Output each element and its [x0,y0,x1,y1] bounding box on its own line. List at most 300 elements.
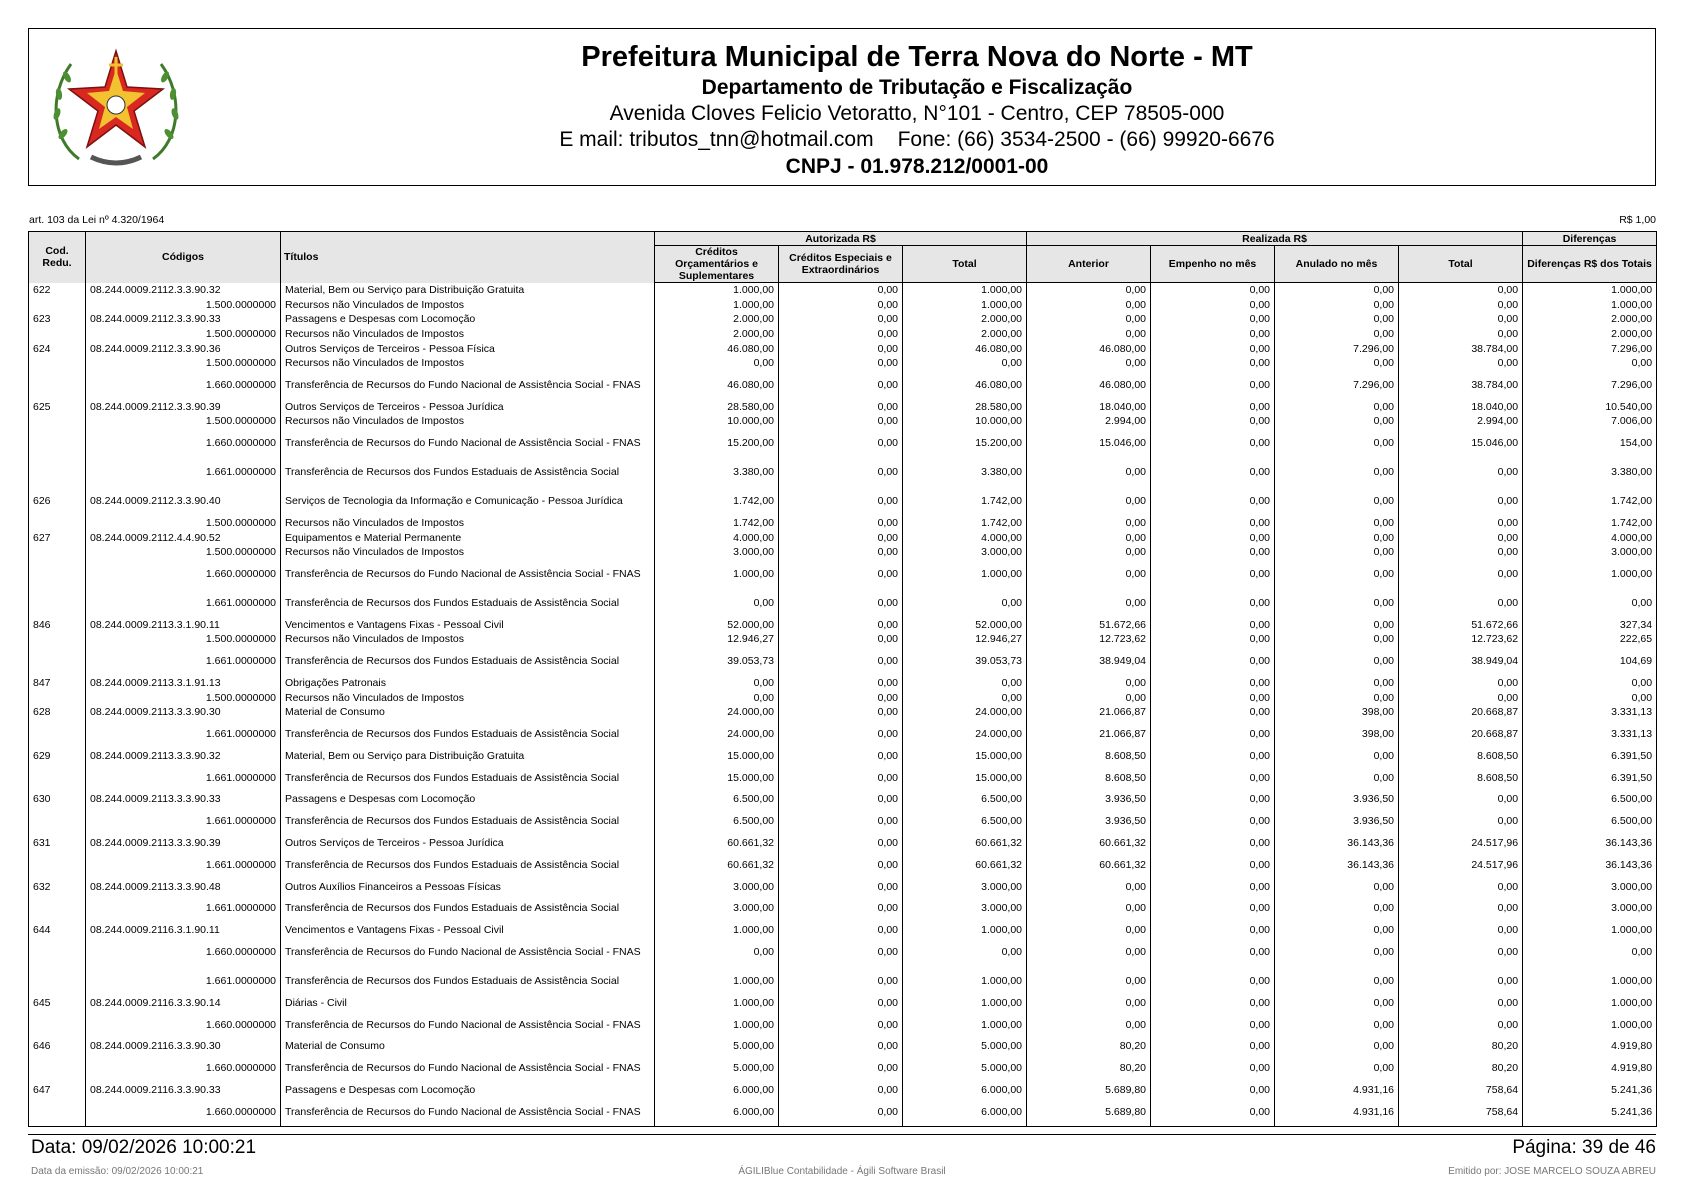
cell-credits-budget: 15.200,00 [655,429,779,458]
cell-code: 1.661.0000000 [86,589,281,618]
cell-credits-special: 0,00 [779,690,903,705]
cell-annulled-month: 0,00 [1275,327,1399,342]
cell-previous: 2.994,00 [1027,414,1151,429]
cell-cod: 632 [29,879,86,894]
cell-cod [29,589,86,618]
cell-authorized-total: 10.000,00 [903,414,1027,429]
cell-code: 08.244.0009.2112.3.3.90.40 [86,487,281,516]
cell-credits-budget: 0,00 [655,937,779,966]
cell-authorized-total: 24.000,00 [903,720,1027,749]
cell-authorized-total: 12.946,27 [903,632,1027,647]
cell-cod [29,647,86,676]
cell-credits-special: 0,00 [779,1097,903,1127]
cell-commitment-month: 0,00 [1151,995,1275,1010]
cell-commitment-month: 0,00 [1151,400,1275,415]
cell-cod: 622 [29,283,86,298]
cell-credits-budget: 0,00 [655,356,779,371]
cell-previous: 0,00 [1027,458,1151,487]
cell-commitment-month: 0,00 [1151,487,1275,516]
table-row [29,1010,1657,1039]
cell-title: Transferência de Recursos do Fundo Nacional de Assistência Social - FNAS [281,429,655,458]
cell-credits-budget: 60.661,32 [655,836,779,851]
cell-previous: 12.723,62 [1027,632,1151,647]
cell-cod [29,966,86,995]
cell-annulled-month: 0,00 [1275,1010,1399,1039]
cell-credits-budget: 0,00 [655,690,779,705]
cell-diff-totals: 3.000,00 [1523,879,1657,894]
cell-title: Recursos não Vinculados de Impostos [281,298,655,313]
cell-realized-total: 0,00 [1399,298,1523,313]
cell-code: 1.660.0000000 [86,937,281,966]
cell-diff-totals: 3.380,00 [1523,458,1657,487]
cell-credits-special: 0,00 [779,618,903,633]
cell-realized-total: 0,00 [1399,792,1523,807]
cell-credits-budget: 1.742,00 [655,487,779,516]
cnpj-text: CNPJ - 01.978.212/0001-00 [785,155,1049,178]
cell-diff-totals: 3.000,00 [1523,894,1657,923]
cell-realized-total: 0,00 [1399,312,1523,327]
cell-annulled-month: 3.936,50 [1275,807,1399,836]
cell-annulled-month: 0,00 [1275,1054,1399,1083]
cell-realized-total: 24.517,96 [1399,850,1523,879]
cell-previous: 0,00 [1027,937,1151,966]
cell-previous: 0,00 [1027,589,1151,618]
cell-credits-special: 0,00 [779,879,903,894]
cell-title: Recursos não Vinculados de Impostos [281,690,655,705]
cell-authorized-total: 3.000,00 [903,894,1027,923]
cell-realized-total: 0,00 [1399,487,1523,516]
cell-annulled-month: 0,00 [1275,894,1399,923]
cell-credits-special: 0,00 [779,312,903,327]
cell-commitment-month: 0,00 [1151,298,1275,313]
cell-commitment-month: 0,00 [1151,327,1275,342]
cell-diff-totals: 6.391,50 [1523,763,1657,792]
cell-title: Serviços de Tecnologia da Informação e Comunicação - Pessoa Jurídica [281,487,655,516]
cell-realized-total: 15.046,00 [1399,429,1523,458]
cell-realized-total: 0,00 [1399,676,1523,691]
table-row [29,792,1657,807]
cell-credits-budget: 15.000,00 [655,749,779,764]
cell-cod [29,560,86,589]
cell-diff-totals: 1.742,00 [1523,487,1657,516]
cell-code: 1.661.0000000 [86,966,281,995]
cell-previous: 80,20 [1027,1039,1151,1054]
cell-credits-budget: 12.946,27 [655,632,779,647]
cell-code: 1.500.0000000 [86,414,281,429]
cell-commitment-month: 0,00 [1151,749,1275,764]
cell-credits-budget: 46.080,00 [655,341,779,356]
col-header-realized-total: Total [1399,246,1523,283]
table-row [29,705,1657,720]
cell-annulled-month: 0,00 [1275,690,1399,705]
cell-credits-special: 0,00 [779,1010,903,1039]
cell-code: 1.500.0000000 [86,545,281,560]
cell-previous: 0,00 [1027,298,1151,313]
cell-code: 1.661.0000000 [86,850,281,879]
cell-credits-budget: 1.000,00 [655,298,779,313]
cell-code: 1.660.0000000 [86,1010,281,1039]
cell-previous: 18.040,00 [1027,400,1151,415]
cell-cod [29,720,86,749]
cell-authorized-total: 5.000,00 [903,1054,1027,1083]
table-row [29,1054,1657,1083]
cell-previous: 0,00 [1027,894,1151,923]
cell-credits-special: 0,00 [779,356,903,371]
cell-authorized-total: 15.000,00 [903,749,1027,764]
cell-code: 1.500.0000000 [86,690,281,705]
table-row [29,937,1657,966]
table-row [29,879,1657,894]
cell-credits-special: 0,00 [779,298,903,313]
cell-credits-special: 0,00 [779,1054,903,1083]
cell-credits-budget: 3.000,00 [655,894,779,923]
cell-commitment-month: 0,00 [1151,647,1275,676]
col-header-authorized-total: Total [903,246,1027,283]
cell-previous: 0,00 [1027,545,1151,560]
cell-previous: 0,00 [1027,327,1151,342]
cell-diff-totals: 5.241,36 [1523,1083,1657,1098]
cell-commitment-month: 0,00 [1151,516,1275,531]
cell-realized-total: 80,20 [1399,1054,1523,1083]
col-header-credits-special: Créditos Especiais e Extraordinários [779,246,903,283]
cell-annulled-month: 3.936,50 [1275,792,1399,807]
table-body [29,283,1657,1127]
cell-credits-special: 0,00 [779,589,903,618]
cell-authorized-total: 4.000,00 [903,530,1027,545]
cell-commitment-month: 0,00 [1151,937,1275,966]
cell-realized-total: 0,00 [1399,589,1523,618]
cell-title: Outros Serviços de Terceiros - Pessoa Jurídica [281,836,655,851]
cell-previous: 8.608,50 [1027,763,1151,792]
cell-cod: 645 [29,995,86,1010]
cell-realized-total: 0,00 [1399,516,1523,531]
cell-title: Passagens e Despesas com Locomoção [281,312,655,327]
cell-diff-totals: 0,00 [1523,356,1657,371]
cell-code: 08.244.0009.2112.4.4.90.52 [86,530,281,545]
cell-title: Transferência de Recursos do Fundo Nacional de Assistência Social - FNAS [281,1097,655,1127]
cell-cod: 629 [29,749,86,764]
table-row [29,966,1657,995]
cell-annulled-month: 4.931,16 [1275,1083,1399,1098]
footer-emission-date: Data da emissão: 09/02/2026 10:00:21 [31,1166,204,1177]
cell-realized-total: 2.994,00 [1399,414,1523,429]
cell-authorized-total: 3.380,00 [903,458,1027,487]
cell-commitment-month: 0,00 [1151,618,1275,633]
cell-title: Outros Auxílios Financeiros a Pessoas Físicas [281,879,655,894]
cell-previous: 80,20 [1027,1054,1151,1083]
cell-title: Obrigações Patronais [281,676,655,691]
cell-diff-totals: 0,00 [1523,690,1657,705]
cell-credits-budget: 6.000,00 [655,1083,779,1098]
cell-title: Transferência de Recursos dos Fundos Estaduais de Assistência Social [281,458,655,487]
col-header-annulled-month: Anulado no mês [1275,246,1399,283]
table-row [29,923,1657,938]
table-row [29,836,1657,851]
col-header-previous: Anterior [1027,246,1151,283]
cell-title: Transferência de Recursos dos Fundos Estaduais de Assistência Social [281,720,655,749]
cell-title: Diárias - Civil [281,995,655,1010]
cell-diff-totals: 1.000,00 [1523,923,1657,938]
cell-cod [29,632,86,647]
cell-previous: 46.080,00 [1027,371,1151,400]
cell-title: Recursos não Vinculados de Impostos [281,516,655,531]
cell-diff-totals: 0,00 [1523,676,1657,691]
cell-diff-totals: 4.000,00 [1523,530,1657,545]
cell-credits-special: 0,00 [779,530,903,545]
cell-authorized-total: 1.000,00 [903,966,1027,995]
cell-authorized-total: 1.000,00 [903,995,1027,1010]
cell-annulled-month: 0,00 [1275,763,1399,792]
cell-previous: 0,00 [1027,283,1151,298]
cell-code: 1.661.0000000 [86,807,281,836]
cell-title: Transferência de Recursos dos Fundos Estaduais de Assistência Social [281,589,655,618]
cell-diff-totals: 154,00 [1523,429,1657,458]
cell-credits-budget: 0,00 [655,589,779,618]
cell-commitment-month: 0,00 [1151,807,1275,836]
cell-annulled-month: 0,00 [1275,676,1399,691]
cell-commitment-month: 0,00 [1151,1097,1275,1127]
cell-code: 08.244.0009.2113.3.3.90.33 [86,792,281,807]
table-row [29,690,1657,705]
cell-diff-totals: 5.241,36 [1523,1097,1657,1127]
cell-annulled-month: 0,00 [1275,995,1399,1010]
cell-title: Transferência de Recursos dos Fundos Estaduais de Assistência Social [281,850,655,879]
cell-previous: 0,00 [1027,676,1151,691]
cell-previous: 15.046,00 [1027,429,1151,458]
cell-annulled-month: 0,00 [1275,487,1399,516]
cell-authorized-total: 1.000,00 [903,923,1027,938]
cell-previous: 0,00 [1027,1010,1151,1039]
cell-credits-special: 0,00 [779,283,903,298]
cell-annulled-month: 4.931,16 [1275,1097,1399,1127]
cell-annulled-month: 0,00 [1275,516,1399,531]
cell-diff-totals: 1.742,00 [1523,516,1657,531]
cell-cod [29,516,86,531]
cell-cod: 626 [29,487,86,516]
cell-realized-total: 0,00 [1399,545,1523,560]
cell-credits-special: 0,00 [779,1083,903,1098]
cell-diff-totals: 1.000,00 [1523,966,1657,995]
cell-authorized-total: 6.500,00 [903,807,1027,836]
cell-title: Passagens e Despesas com Locomoção [281,792,655,807]
cell-previous: 5.689,80 [1027,1097,1151,1127]
cell-realized-total: 51.672,66 [1399,618,1523,633]
cell-cod [29,1010,86,1039]
footer-date: Data: 09/02/2026 10:00:21 [31,1137,257,1158]
cell-annulled-month: 36.143,36 [1275,836,1399,851]
table-row [29,400,1657,415]
cell-commitment-month: 0,00 [1151,1054,1275,1083]
table-row [29,283,1657,298]
cell-annulled-month: 0,00 [1275,414,1399,429]
cell-previous: 60.661,32 [1027,850,1151,879]
table-row [29,720,1657,749]
cell-code: 1.500.0000000 [86,632,281,647]
cell-realized-total: 0,00 [1399,690,1523,705]
cell-diff-totals: 222,65 [1523,632,1657,647]
cell-cod [29,458,86,487]
cell-code: 08.244.0009.2112.3.3.90.32 [86,283,281,298]
cell-commitment-month: 0,00 [1151,429,1275,458]
cell-diff-totals: 1.000,00 [1523,298,1657,313]
col-header-cod: Cod. Redu. [29,232,86,283]
cell-title: Material, Bem ou Serviço para Distribuição Gratuita [281,283,655,298]
cell-credits-budget: 1.742,00 [655,516,779,531]
cell-previous: 0,00 [1027,487,1151,516]
cell-credits-special: 0,00 [779,894,903,923]
cell-title: Transferência de Recursos do Fundo Nacional de Assistência Social - FNAS [281,1010,655,1039]
cell-title: Transferência de Recursos dos Fundos Estaduais de Assistência Social [281,763,655,792]
cell-credits-special: 0,00 [779,487,903,516]
cell-credits-budget: 4.000,00 [655,530,779,545]
cell-title: Transferência de Recursos do Fundo Nacional de Assistência Social - FNAS [281,371,655,400]
cell-credits-special: 0,00 [779,400,903,415]
cell-commitment-month: 0,00 [1151,545,1275,560]
cell-realized-total: 0,00 [1399,327,1523,342]
cell-cod: 846 [29,618,86,633]
cell-realized-total: 0,00 [1399,283,1523,298]
cell-title: Vencimentos e Vantagens Fixas - Pessoal Civil [281,923,655,938]
table-row [29,341,1657,356]
cell-commitment-month: 0,00 [1151,836,1275,851]
document-header [28,28,1656,186]
cell-commitment-month: 0,00 [1151,792,1275,807]
cell-annulled-month: 0,00 [1275,923,1399,938]
cell-diff-totals: 327,34 [1523,618,1657,633]
cell-annulled-month: 0,00 [1275,879,1399,894]
table-row [29,632,1657,647]
cell-previous: 0,00 [1027,312,1151,327]
cell-cod [29,545,86,560]
cell-diff-totals: 2.000,00 [1523,312,1657,327]
cell-title: Recursos não Vinculados de Impostos [281,414,655,429]
cell-authorized-total: 2.000,00 [903,312,1027,327]
cell-credits-budget: 1.000,00 [655,966,779,995]
cell-realized-total: 0,00 [1399,356,1523,371]
cell-realized-total: 0,00 [1399,894,1523,923]
cell-diff-totals: 3.331,13 [1523,705,1657,720]
cell-code: 08.244.0009.2112.3.3.90.39 [86,400,281,415]
cell-code: 08.244.0009.2113.3.3.90.30 [86,705,281,720]
cell-annulled-month: 36.143,36 [1275,850,1399,879]
cell-code: 08.244.0009.2113.3.3.90.48 [86,879,281,894]
cell-authorized-total: 1.742,00 [903,487,1027,516]
cell-authorized-total: 24.000,00 [903,705,1027,720]
cell-diff-totals: 7.296,00 [1523,341,1657,356]
cell-realized-total: 0,00 [1399,879,1523,894]
cell-diff-totals: 4.919,80 [1523,1054,1657,1083]
cell-authorized-total: 15.200,00 [903,429,1027,458]
cell-cod [29,763,86,792]
phone-text: Fone: (66) 3534-2500 - (66) 99920-6676 [897,128,1275,151]
cell-code: 08.244.0009.2113.3.3.90.32 [86,749,281,764]
cell-authorized-total: 1.000,00 [903,560,1027,589]
cell-credits-special: 0,00 [779,458,903,487]
cell-authorized-total: 6.000,00 [903,1097,1027,1127]
cell-previous: 0,00 [1027,923,1151,938]
table-row [29,763,1657,792]
cell-cod [29,807,86,836]
cell-credits-budget: 5.000,00 [655,1054,779,1083]
cell-annulled-month: 0,00 [1275,749,1399,764]
cell-cod [29,937,86,966]
cell-diff-totals: 1.000,00 [1523,560,1657,589]
group-header-differences: Diferenças [1523,232,1657,246]
cell-commitment-month: 0,00 [1151,676,1275,691]
col-header-diff-totals: Diferenças R$ dos Totais [1523,246,1657,283]
cell-authorized-total: 60.661,32 [903,836,1027,851]
cell-authorized-total: 0,00 [903,356,1027,371]
cell-commitment-month: 0,00 [1151,458,1275,487]
cell-cod [29,1097,86,1127]
cell-credits-budget: 6.500,00 [655,792,779,807]
cell-title: Material, Bem ou Serviço para Distribuição Gratuita [281,749,655,764]
cell-commitment-month: 0,00 [1151,894,1275,923]
cell-authorized-total: 3.000,00 [903,879,1027,894]
cell-cod [29,371,86,400]
cell-annulled-month: 0,00 [1275,632,1399,647]
cell-title: Recursos não Vinculados de Impostos [281,356,655,371]
cell-code: 1.661.0000000 [86,763,281,792]
cell-authorized-total: 3.000,00 [903,545,1027,560]
cell-credits-budget: 3.000,00 [655,879,779,894]
table-row [29,356,1657,371]
cell-annulled-month: 0,00 [1275,283,1399,298]
cell-realized-total: 8.608,50 [1399,749,1523,764]
cell-cod: 625 [29,400,86,415]
cell-credits-budget: 6.000,00 [655,1097,779,1127]
contact-line [199,127,1635,153]
cell-cod [29,894,86,923]
cell-cod [29,690,86,705]
footer-emitted-by: Emitido por: JOSE MARCELO SOUZA ABREU [1448,1166,1656,1177]
cell-diff-totals: 6.391,50 [1523,749,1657,764]
table-row [29,487,1657,516]
cell-realized-total: 0,00 [1399,530,1523,545]
cell-realized-total: 0,00 [1399,937,1523,966]
cell-diff-totals: 3.331,13 [1523,720,1657,749]
cell-realized-total: 0,00 [1399,560,1523,589]
cell-realized-total: 38.784,00 [1399,341,1523,356]
cell-title: Material de Consumo [281,705,655,720]
cell-title: Transferência de Recursos dos Fundos Estaduais de Assistência Social [281,647,655,676]
table-row [29,516,1657,531]
cell-previous: 3.936,50 [1027,792,1151,807]
cell-commitment-month: 0,00 [1151,720,1275,749]
cell-code: 1.660.0000000 [86,429,281,458]
cell-credits-budget: 5.000,00 [655,1039,779,1054]
cell-previous: 3.936,50 [1027,807,1151,836]
cell-credits-special: 0,00 [779,763,903,792]
cell-commitment-month: 0,00 [1151,923,1275,938]
cell-code: 1.500.0000000 [86,356,281,371]
cell-diff-totals: 6.500,00 [1523,807,1657,836]
cell-previous: 60.661,32 [1027,836,1151,851]
cell-annulled-month: 0,00 [1275,647,1399,676]
cell-code: 08.244.0009.2116.3.1.90.11 [86,923,281,938]
cell-title: Outros Serviços de Terceiros - Pessoa Jurídica [281,400,655,415]
cell-diff-totals: 10.540,00 [1523,400,1657,415]
cell-credits-budget: 1.000,00 [655,283,779,298]
col-header-titles: Títulos [281,232,655,283]
cell-annulled-month: 0,00 [1275,400,1399,415]
cell-authorized-total: 6.000,00 [903,1083,1027,1098]
cell-previous: 0,00 [1027,879,1151,894]
cell-credits-special: 0,00 [779,545,903,560]
cell-credits-special: 0,00 [779,632,903,647]
cell-commitment-month: 0,00 [1151,1039,1275,1054]
cell-commitment-month: 0,00 [1151,341,1275,356]
